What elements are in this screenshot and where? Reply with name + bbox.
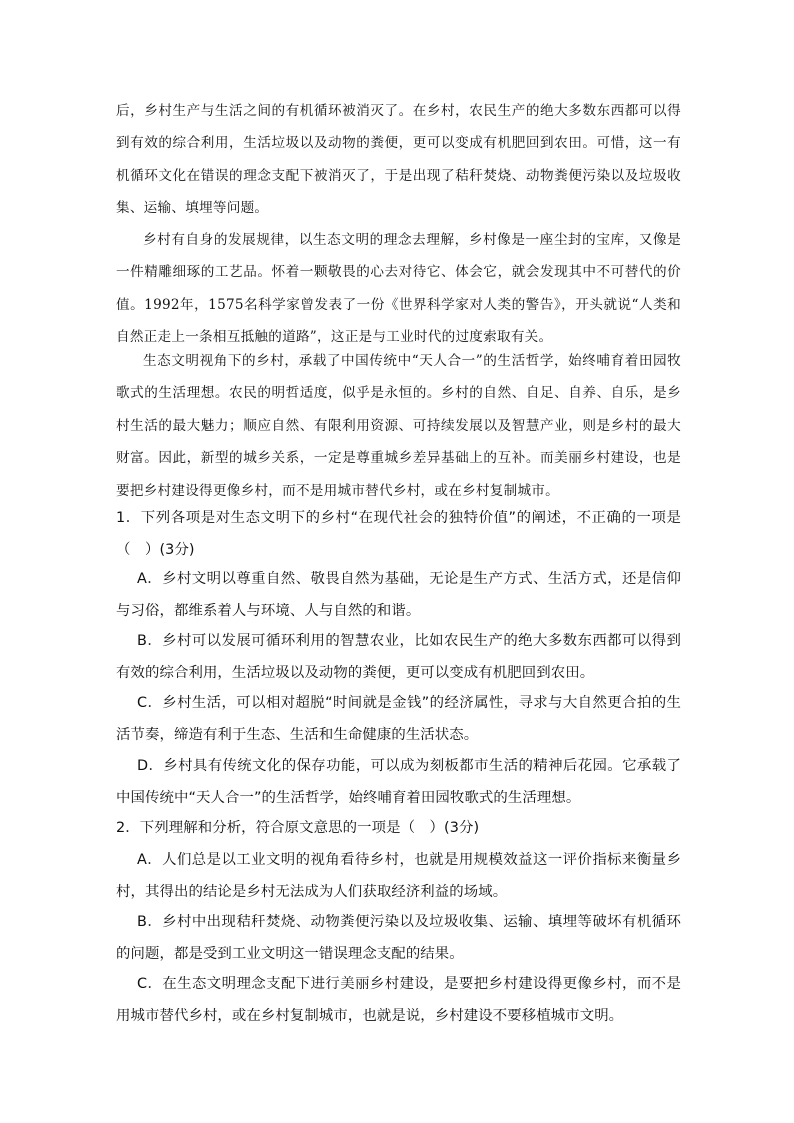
passage-paragraph-text: 后，乡村生产与生活之间的有机循环被消灭了。在乡村，农民生产的绝大多数东西都可以得到有效的综合利用，生活垃圾以及动物的粪便，更可以变成有机肥回到农田。可惜，这一有机循环文化在错误的理念支配下被消灭了，于是出现了秸秆焚烧、动物粪便污染以及垃圾收集、运输、填埋等问题。	[116, 103, 681, 217]
passage-paragraph	[116, 224, 681, 354]
option-text: B．乡村中出现秸秆焚烧、动物粪便污染以及垃圾收集、运输、填埋等破坏有机循环的问题，都是受到工业文明这一错误理念支配的结果。	[116, 914, 681, 962]
passage-paragraph	[116, 95, 681, 225]
passage-paragraph-text: 生态文明视角下的乡村，承载了中国传统中“天人合一”的生活哲学，始终哺育着田园牧歌式的生活理想。农民的明哲适度，似乎是永恒的。乡村的自然、自足、自养、自乐，是乡村生活的最大魅力；顺应自然、有限利用资源、可持续发展以及智慧产业，则是乡村的最大财富。因此，新型的城乡关系，一定是尊重城乡差异基础上的互补。而美丽乡村建设，也是要把乡村建设得更像乡村，而不是用城市替代乡村，或在乡村复制城市。	[116, 353, 681, 499]
option-text: A．人们总是以工业文明的视角看待乡村，也就是用规模效益这一评价指标来衡量乡村，其得出的结论是乡村无法成为人们获取经济利益的场域。	[116, 852, 681, 900]
question-1-option-b	[116, 626, 681, 689]
question-2	[116, 813, 681, 845]
passage-paragraph-text: 乡村有自身的发展规律，以生态文明的理念去理解，乡村像是一座尘封的宝库，又像是一件精雕细琢的工艺品。怀着一颗敬畏的心去对待它、体会它，就会发现其中不可替代的价值。1992年，1575名科学家曾发表了一份《世界科学家对人类的警告》，开头就说“人类和自然正走上一条相互抵触的道路”，这正是与工业时代的过度索取有关。	[116, 232, 681, 346]
option-text: B．乡村可以发展可循环利用的智慧农业，比如农民生产的绝大多数东西都可以得到有效的综合利用，生活垃圾以及动物的粪便，更可以变成有机肥回到农田。	[116, 633, 681, 681]
option-text: C．在生态文明理念支配下进行美丽乡村建设，是要把乡村建设得更像乡村，而不是用城市替代乡村，或在乡村复制城市，也就是说，乡村建设不要移植城市文明。	[116, 976, 681, 1024]
question-stem: 1．下列各项是对生态文明下的乡村“在现代社会的独特价值”的阐述，不正确的一项是（ ）(3分)	[116, 510, 681, 558]
passage-paragraph	[116, 345, 681, 507]
question-1-option-a	[116, 564, 681, 627]
question-2-option-b	[116, 907, 681, 970]
option-text: D．乡村具有传统文化的保存功能，可以成为刻板都市生活的精神后花园。它承载了中国传统中“天人合一”的生活哲学，始终哺育着田园牧歌式的生活理想。	[116, 758, 681, 806]
question-2-option-c	[116, 969, 681, 1032]
option-text: C．乡村生活，可以相对超脱“时间就是金钱”的经济属性，寻求与大自然更合拍的生活节奏，缔造有利于生态、生活和生命健康的生活状态。	[116, 695, 681, 743]
option-text: A．乡村文明以尊重自然、敬畏自然为基础，无论是生产方式、生活方式，还是信仰与习俗，都维系着人与环境、人与自然的和谐。	[116, 571, 681, 619]
question-1-option-d	[116, 751, 681, 814]
question-1-option-c	[116, 688, 681, 751]
question-1	[116, 503, 681, 566]
question-2-option-a	[116, 845, 681, 908]
question-stem: 2．下列理解和分析，符合原文意思的一项是（ ）(3分)	[116, 820, 480, 836]
